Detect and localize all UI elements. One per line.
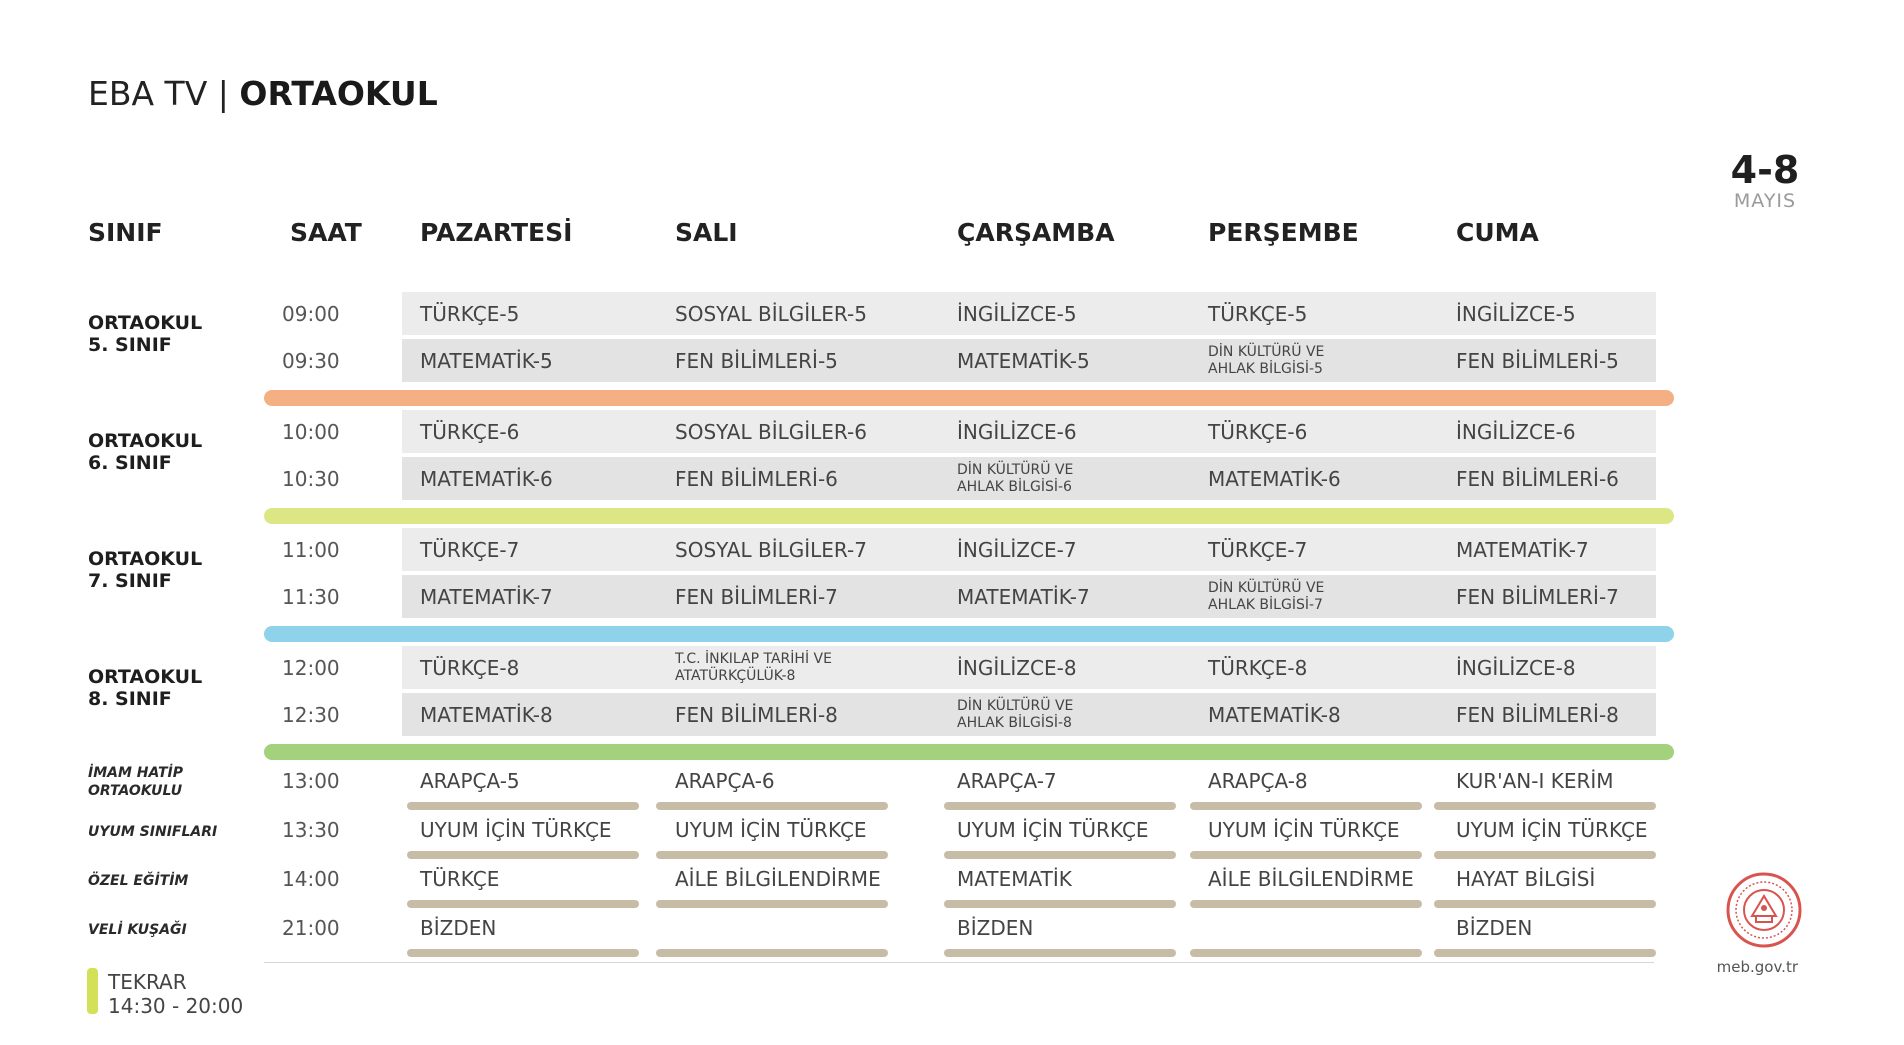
- lesson-pazartesi: [420, 468, 553, 490]
- page-title: [88, 74, 438, 114]
- grade-band: [264, 508, 1674, 524]
- lesson-text: AHLAK BİLGİSİ-6: [957, 479, 1072, 495]
- lesson-cuma: [1456, 586, 1619, 608]
- lesson-carsamba: [957, 657, 1077, 679]
- lesson-sali: [675, 350, 838, 372]
- lesson-text: SOSYAL BİLGİLER-6: [675, 420, 867, 444]
- lesson-sali: [675, 539, 867, 561]
- program-sali: UYUM İÇİN TÜRKÇE: [675, 818, 867, 842]
- lesson-text: DİN KÜLTÜRÜ VE: [1208, 344, 1325, 360]
- separator-bar: [656, 949, 888, 957]
- tekrar-label: TEKRAR: [108, 970, 187, 994]
- time-cell: 09:00: [282, 302, 340, 326]
- lesson-text: TÜRKÇE-6: [420, 420, 520, 444]
- lesson-text: MATEMATİK-7: [957, 585, 1090, 609]
- grade-label: [88, 548, 202, 592]
- lesson-text: MATEMATİK-7: [420, 585, 553, 609]
- program-pazartesi: ARAPÇA-5: [420, 769, 520, 793]
- lesson-persembe: [1208, 303, 1307, 325]
- separator-bar: [407, 949, 639, 957]
- program-cuma: UYUM İÇİN TÜRKÇE: [1456, 818, 1648, 842]
- lesson-text: FEN BİLİMLERİ-5: [675, 349, 838, 373]
- col-head-sali: SALI: [675, 218, 738, 247]
- lesson-text: DİN KÜLTÜRÜ VE: [1208, 580, 1325, 596]
- lesson-persembe: [1208, 657, 1307, 679]
- lesson-cuma: [1456, 468, 1619, 490]
- program-label: [88, 921, 187, 939]
- lesson-text: SOSYAL BİLGİLER-5: [675, 302, 867, 326]
- lesson-text: TÜRKÇE-8: [420, 656, 520, 680]
- grade-band: [264, 390, 1674, 406]
- time-cell: 14:00: [282, 867, 340, 891]
- col-head-sinif: SINIF: [88, 218, 163, 247]
- lesson-text: T.C. İNKILAP TARİHİ VE: [675, 651, 832, 667]
- lesson-carsamba: [957, 698, 1073, 732]
- lesson-pazartesi: [420, 657, 519, 679]
- lesson-text: AHLAK BİLGİSİ-5: [1208, 361, 1323, 377]
- meb-url-link[interactable]: meb.gov.tr: [1716, 958, 1798, 976]
- lesson-text: SOSYAL BİLGİLER-7: [675, 538, 867, 562]
- separator-bar: [944, 900, 1176, 908]
- program-label: [88, 823, 217, 841]
- time-cell: 11:00: [282, 538, 340, 562]
- grade-label: [88, 312, 202, 356]
- grade-label-line: 8. SINIF: [88, 688, 172, 710]
- tekrar-time: 14:30 - 20:00: [108, 994, 244, 1018]
- lesson-text: İNGİLİZCE-5: [957, 302, 1077, 326]
- lesson-text: İNGİLİZCE-6: [957, 420, 1077, 444]
- time-cell: 21:00: [282, 916, 340, 940]
- separator-bar: [944, 851, 1176, 859]
- lesson-text: FEN BİLİMLERİ-6: [675, 467, 838, 491]
- col-head-pazartesi: PAZARTESİ: [420, 218, 573, 247]
- lesson-text: İNGİLİZCE-7: [957, 538, 1077, 562]
- col-head-persembe: PERŞEMBE: [1208, 218, 1359, 247]
- lesson-text: FEN BİLİMLERİ-8: [1456, 703, 1619, 727]
- separator-bar: [1434, 802, 1656, 810]
- grade-label: [88, 430, 202, 474]
- lesson-sali: [675, 468, 838, 490]
- lesson-text: AHLAK BİLGİSİ-8: [957, 715, 1072, 731]
- grade-label-line: ORTAOKUL: [88, 548, 203, 570]
- lesson-text: TÜRKÇE-7: [420, 538, 520, 562]
- program-persembe: AİLE BİLGİLENDİRME: [1208, 867, 1414, 891]
- separator-bar: [407, 802, 639, 810]
- lesson-text: FEN BİLİMLERİ-7: [1456, 585, 1619, 609]
- lesson-text: DİN KÜLTÜRÜ VE: [957, 698, 1074, 714]
- time-cell: 12:30: [282, 703, 340, 727]
- program-pazartesi: TÜRKÇE: [420, 867, 500, 891]
- lesson-sali: [675, 421, 867, 443]
- lesson-text: İNGİLİZCE-5: [1456, 302, 1576, 326]
- lesson-text: TÜRKÇE-7: [1208, 538, 1308, 562]
- lesson-text: MATEMATİK-6: [1208, 467, 1341, 491]
- time-cell: 09:30: [282, 349, 340, 373]
- col-head-carsamba: ÇARŞAMBA: [957, 218, 1115, 247]
- divider-line: [264, 962, 1654, 963]
- time-cell: 13:30: [282, 818, 340, 842]
- lesson-persembe: [1208, 344, 1324, 378]
- lesson-carsamba: [957, 350, 1090, 372]
- grade-label-line: 6. SINIF: [88, 452, 172, 474]
- time-cell: 13:00: [282, 769, 340, 793]
- time-cell: 10:00: [282, 420, 340, 444]
- lesson-text: FEN BİLİMLERİ-5: [1456, 349, 1619, 373]
- lesson-cuma: [1456, 539, 1589, 561]
- title-main: ORTAOKUL: [239, 74, 438, 113]
- lesson-persembe: [1208, 580, 1324, 614]
- program-label: [88, 872, 188, 890]
- lesson-pazartesi: [420, 303, 519, 325]
- program-cuma: BİZDEN: [1456, 916, 1533, 940]
- program-persembe: UYUM İÇİN TÜRKÇE: [1208, 818, 1400, 842]
- lesson-text: İNGİLİZCE-8: [1456, 656, 1576, 680]
- separator-bar: [656, 851, 888, 859]
- separator-bar: [1190, 900, 1422, 908]
- lesson-carsamba: [957, 421, 1077, 443]
- lesson-pazartesi: [420, 539, 519, 561]
- lesson-text: MATEMATİK-5: [957, 349, 1090, 373]
- lesson-sali: [675, 651, 832, 685]
- lesson-pazartesi: [420, 421, 519, 443]
- separator-bar: [1434, 949, 1656, 957]
- lesson-persembe: [1208, 539, 1307, 561]
- lesson-text: MATEMATİK-7: [1456, 538, 1589, 562]
- date-month: MAYIS: [1733, 190, 1797, 212]
- separator-bar: [407, 851, 639, 859]
- lesson-text: MATEMATİK-8: [1208, 703, 1341, 727]
- lesson-cuma: [1456, 350, 1619, 372]
- grade-band: [264, 626, 1674, 642]
- grade-label-line: 5. SINIF: [88, 334, 172, 356]
- lesson-text: MATEMATİK-5: [420, 349, 553, 373]
- grade-label-line: 7. SINIF: [88, 570, 172, 592]
- lesson-persembe: [1208, 468, 1341, 490]
- lesson-carsamba: [957, 462, 1073, 496]
- program-label-line: VELİ KUŞAĞI: [88, 922, 187, 938]
- program-pazartesi: BİZDEN: [420, 916, 497, 940]
- lesson-carsamba: [957, 539, 1077, 561]
- lesson-text: İNGİLİZCE-6: [1456, 420, 1576, 444]
- program-persembe: ARAPÇA-8: [1208, 769, 1308, 793]
- program-label: [88, 764, 183, 800]
- grade-band: [264, 744, 1674, 760]
- lesson-text: FEN BİLİMLERİ-8: [675, 703, 838, 727]
- program-cuma: KUR'AN-I KERİM: [1456, 769, 1614, 793]
- separator-bar: [407, 900, 639, 908]
- title-prefix: EBA TV |: [88, 74, 240, 113]
- program-carsamba: MATEMATİK: [957, 867, 1072, 891]
- program-label-line: İMAM HATİP: [88, 765, 184, 781]
- separator-bar: [944, 802, 1176, 810]
- lesson-carsamba: [957, 586, 1090, 608]
- lesson-text: ATATÜRKÇÜLÜK-8: [675, 668, 796, 684]
- separator-bar: [656, 802, 888, 810]
- lesson-pazartesi: [420, 350, 553, 372]
- program-label-line: ORTAOKULU: [88, 783, 183, 799]
- lesson-text: DİN KÜLTÜRÜ VE: [957, 462, 1074, 478]
- time-cell: 10:30: [282, 467, 340, 491]
- program-sali: ARAPÇA-6: [675, 769, 775, 793]
- program-cuma: HAYAT BİLGİSİ: [1456, 867, 1596, 891]
- lesson-cuma: [1456, 421, 1576, 443]
- lesson-text: TÜRKÇE-8: [1208, 656, 1308, 680]
- lesson-sali: [675, 586, 838, 608]
- program-carsamba: BİZDEN: [957, 916, 1034, 940]
- lesson-persembe: [1208, 704, 1341, 726]
- lesson-persembe: [1208, 421, 1307, 443]
- program-sali: AİLE BİLGİLENDİRME: [675, 867, 881, 891]
- lesson-text: TÜRKÇE-5: [420, 302, 520, 326]
- lesson-pazartesi: [420, 704, 553, 726]
- separator-bar: [1190, 851, 1422, 859]
- tekrar-info: [108, 970, 243, 1018]
- program-carsamba: ARAPÇA-7: [957, 769, 1057, 793]
- program-carsamba: UYUM İÇİN TÜRKÇE: [957, 818, 1149, 842]
- lesson-cuma: [1456, 657, 1576, 679]
- separator-bar: [944, 949, 1176, 957]
- grade-label-line: ORTAOKUL: [88, 666, 203, 688]
- date-badge: [1710, 150, 1820, 212]
- lesson-text: İNGİLİZCE-8: [957, 656, 1077, 680]
- lesson-text: AHLAK BİLGİSİ-7: [1208, 597, 1323, 613]
- time-cell: 11:30: [282, 585, 340, 609]
- col-head-saat: SAAT: [290, 218, 362, 247]
- lesson-cuma: [1456, 704, 1619, 726]
- lesson-text: TÜRKÇE-6: [1208, 420, 1308, 444]
- lesson-text: MATEMATİK-6: [420, 467, 553, 491]
- meb-seal-icon: [1726, 872, 1802, 948]
- lesson-sali: [675, 303, 867, 325]
- lesson-text: MATEMATİK-8: [420, 703, 553, 727]
- lesson-cuma: [1456, 303, 1576, 325]
- date-range: 4-8: [1730, 148, 1800, 192]
- lesson-text: FEN BİLİMLERİ-6: [1456, 467, 1619, 491]
- separator-bar: [1190, 802, 1422, 810]
- lesson-sali: [675, 704, 838, 726]
- grade-label-line: ORTAOKUL: [88, 430, 203, 452]
- program-label-line: ÖZEL EĞİTİM: [88, 873, 189, 889]
- col-head-cuma: CUMA: [1456, 218, 1539, 247]
- separator-bar: [1190, 949, 1422, 957]
- time-cell: 12:00: [282, 656, 340, 680]
- program-pazartesi: UYUM İÇİN TÜRKÇE: [420, 818, 612, 842]
- separator-bar: [656, 900, 888, 908]
- lesson-text: FEN BİLİMLERİ-7: [675, 585, 838, 609]
- separator-bar: [1434, 851, 1656, 859]
- lesson-carsamba: [957, 303, 1077, 325]
- tekrar-marker: [87, 968, 98, 1014]
- grade-label-line: ORTAOKUL: [88, 312, 203, 334]
- program-label-line: UYUM SINIFLARI: [88, 824, 218, 840]
- grade-label: [88, 666, 202, 710]
- lesson-pazartesi: [420, 586, 553, 608]
- separator-bar: [1434, 900, 1656, 908]
- lesson-text: TÜRKÇE-5: [1208, 302, 1308, 326]
